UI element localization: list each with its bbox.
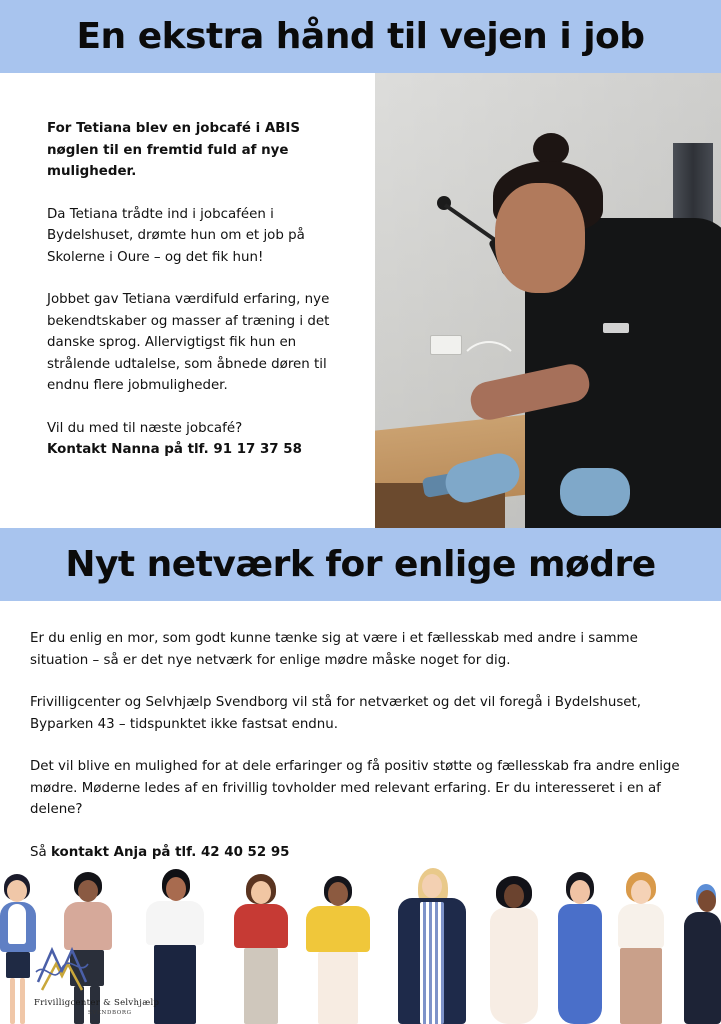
section1-paragraph-2: Jobbet gav Tetiana værdifuld erfaring, nye bekendtskaber og masser af træning i det danske sprog. Allervigtigst fik hun en strålende udtalelse, som åbnede døren til endnu flere jobmuligheder. [47,292,330,393]
logo-name: Frivilligcenter & Selvhjælp [34,998,160,1008]
section2-contact-prefix: Så [30,844,51,860]
section1-text [47,118,352,461]
middle-banner [0,528,721,601]
woman-figure [302,876,374,1024]
frivilligcenter-logo [18,940,158,1020]
section2-paragraph-2: Frivilligcenter og Selvhjælp Svendborg vil stå for netværket og det vil foregå i Bydelshuset, Byparken 43 – tidspunktet ikke fastsat endnu. [30,695,642,732]
section2-contact: kontakt Anja på tlf. 42 40 52 95 [50,844,290,860]
logo-mark-icon [32,942,92,997]
section1-intro: For Tetiana blev en jobcafé i ABIS nøglen til en fremtid fuld af nye muligheder. [47,121,301,179]
section1-heading: En ekstra hånd til vejen i job [76,16,645,57]
woman-figure [482,876,546,1024]
section1-question: Vil du med til næste jobcafé? [47,420,243,436]
woman-figure [552,872,608,1024]
woman-figure [612,872,670,1024]
woman-figure [676,884,721,1024]
woman-figure [228,874,294,1024]
section1-contact: Kontakt Nanna på tlf. 91 17 37 58 [47,442,302,457]
logo-subtitle: SVENDBORG [88,1010,132,1016]
power-outlet [430,335,462,355]
section2-paragraph-1: Er du enlig en mor, som godt kunne tænke sig at være i et fællesskab med andre i samme situation – så er det nye netværk for enlige mødre måske noget for dig. [30,631,638,668]
section2-contact-line [30,842,695,864]
tetiana-cleaning-photo [375,73,721,528]
top-banner [0,0,721,73]
section2-paragraph-3: Det vil blive en mulighed for at dele erfaringer og få positiv støtte og fællesskab fra andre enlige mødre. Møderne ledes af en frivillig tovholder med relevant erfaring. Er du interesseret i en af delene? [30,759,680,817]
woman-figure [394,868,470,1024]
section1-paragraph-1: Da Tetiana trådte ind i jobcaféen i Bydelshuset, drømte hun om et job på Skolerne i Oure – og det fik hun! [47,206,305,265]
section1-contact-block [47,418,352,461]
section2-heading: Nyt netværk for enlige mødre [65,544,656,585]
section2-text [30,628,695,863]
